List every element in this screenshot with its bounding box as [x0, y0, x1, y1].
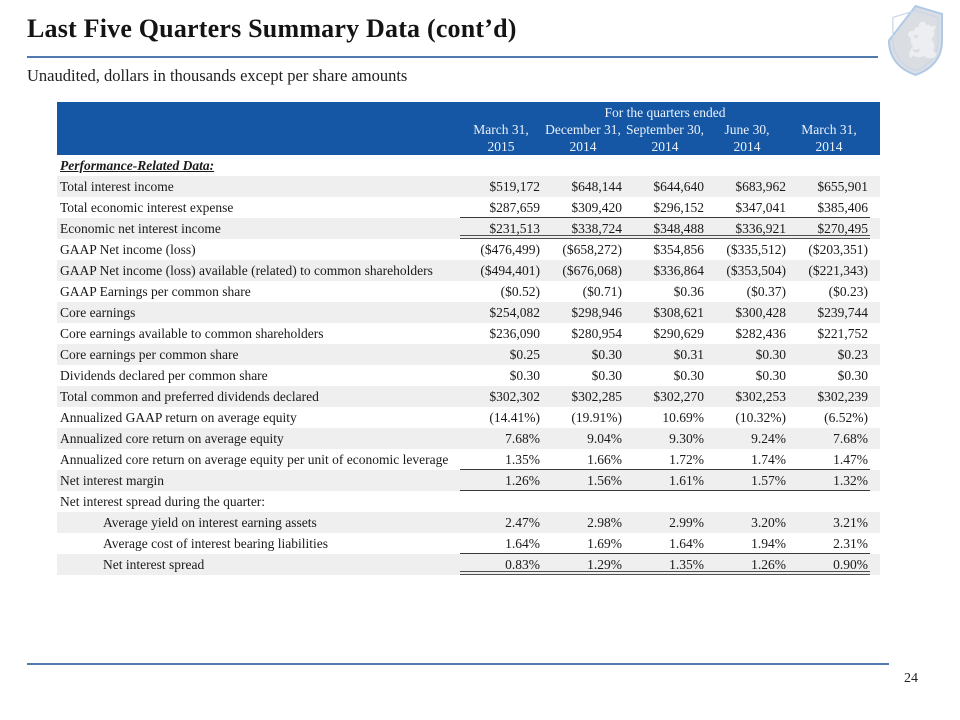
row-value: $0.30 — [509, 368, 540, 383]
row-value: ($676,068) — [562, 263, 622, 278]
row-label: Total common and preferred dividends declared — [60, 389, 319, 404]
row-value — [706, 155, 788, 176]
row-spacer — [870, 218, 880, 239]
table-body — [57, 155, 880, 575]
row-label: Total interest income — [60, 179, 174, 194]
row-value: 1.35% — [460, 449, 542, 470]
table-row — [57, 344, 880, 365]
row-spacer — [870, 197, 880, 218]
column-month: March 31, — [473, 122, 529, 137]
row-value — [460, 155, 542, 176]
row-value — [460, 491, 542, 512]
row-spacer — [870, 407, 880, 428]
title-divider — [27, 56, 878, 58]
row-value: $655,901 — [817, 179, 868, 194]
row-spacer — [870, 323, 880, 344]
row-value: ($0.37) — [746, 284, 786, 299]
row-value: 9.24% — [751, 431, 786, 446]
row-value: (14.41%) — [489, 410, 540, 425]
quarters-heading: For the quarters ended — [604, 105, 726, 120]
table-row — [57, 197, 880, 218]
row-value: $308,621 — [653, 305, 704, 320]
column-month: December 31, — [545, 122, 621, 137]
page-title: Last Five Quarters Summary Data (cont’d) — [27, 14, 517, 43]
row-value: 1.64% — [460, 533, 542, 554]
row-value: $270,495 — [788, 218, 870, 239]
row-value: $302,270 — [653, 389, 704, 404]
row-spacer — [870, 470, 880, 491]
row-value: $519,172 — [489, 179, 540, 194]
row-value: $300,428 — [735, 305, 786, 320]
row-value: $287,659 — [460, 197, 542, 218]
table-row — [57, 239, 880, 260]
row-value: ($353,504) — [726, 263, 786, 278]
row-value: $0.31 — [673, 347, 704, 362]
column-months-row — [57, 121, 880, 138]
table-row — [57, 218, 880, 239]
row-value: $0.30 — [837, 368, 868, 383]
row-value: 1.64% — [624, 533, 706, 554]
column-month: June 30, — [724, 122, 770, 137]
row-label: Performance-Related Data: — [60, 158, 215, 173]
table-row — [57, 470, 880, 491]
row-value: $336,921 — [706, 218, 788, 239]
row-value: $385,406 — [788, 197, 870, 218]
row-value: ($658,272) — [562, 242, 622, 257]
column-month: September 30, — [626, 122, 704, 137]
row-label: Core earnings per common share — [60, 347, 239, 362]
row-spacer — [870, 155, 880, 176]
row-value: $336,864 — [653, 263, 704, 278]
column-years-row — [57, 138, 880, 155]
row-spacer — [870, 428, 880, 449]
row-value: $683,962 — [735, 179, 786, 194]
row-value: 2.99% — [669, 515, 704, 530]
row-value: $298,946 — [571, 305, 622, 320]
row-spacer — [870, 302, 880, 323]
row-value — [624, 155, 706, 176]
summary-table — [57, 102, 880, 575]
page-number: 24 — [904, 671, 918, 686]
row-value: $280,954 — [571, 326, 622, 341]
table-row — [57, 491, 880, 512]
row-spacer — [870, 512, 880, 533]
row-value: ($0.71) — [582, 284, 622, 299]
column-year: 2014 — [569, 139, 597, 154]
row-value: $239,744 — [817, 305, 868, 320]
row-value: ($221,343) — [808, 263, 868, 278]
row-value: 1.56% — [542, 470, 624, 491]
row-value: 1.69% — [542, 533, 624, 554]
row-value: (10.32%) — [735, 410, 786, 425]
row-value: 1.94% — [706, 533, 788, 554]
table-row — [57, 281, 880, 302]
row-label: Net interest spread — [103, 557, 205, 572]
row-value: 3.21% — [833, 515, 868, 530]
row-value: (6.52%) — [824, 410, 868, 425]
table-row — [57, 554, 880, 575]
row-value: $221,752 — [817, 326, 868, 341]
row-label: GAAP Earnings per common share — [60, 284, 251, 299]
row-value: $347,041 — [706, 197, 788, 218]
row-value: (19.91%) — [571, 410, 622, 425]
row-label: Average yield on interest earning assets — [103, 515, 317, 530]
table-row — [57, 365, 880, 386]
row-value: $0.30 — [673, 368, 704, 383]
row-label: Annualized core return on average equity — [60, 431, 284, 446]
table-row — [57, 155, 880, 176]
row-value: 1.66% — [542, 449, 624, 470]
row-value: ($335,512) — [726, 242, 786, 257]
row-label: Annualized core return on average equity per unit of economic leverage — [60, 452, 449, 467]
row-spacer — [870, 239, 880, 260]
row-value: 1.72% — [624, 449, 706, 470]
row-value: 7.68% — [833, 431, 868, 446]
row-value: 2.31% — [788, 533, 870, 554]
row-label: Annualized GAAP return on average equity — [60, 410, 297, 425]
row-spacer — [870, 176, 880, 197]
table-header — [57, 102, 880, 155]
quarters-heading-row — [57, 104, 880, 121]
row-value: 1.74% — [706, 449, 788, 470]
shield-lion-logo — [886, 5, 945, 76]
row-spacer — [870, 554, 880, 575]
row-spacer — [870, 491, 880, 512]
row-value: 1.26% — [706, 554, 788, 575]
row-value: $302,239 — [817, 389, 868, 404]
row-label: Core earnings available to common shareholders — [60, 326, 324, 341]
row-value: $282,436 — [735, 326, 786, 341]
row-value — [542, 155, 624, 176]
row-spacer — [870, 365, 880, 386]
row-value: $0.30 — [591, 368, 622, 383]
row-value: $0.30 — [591, 347, 622, 362]
table-row — [57, 449, 880, 470]
row-value: 0.83% — [460, 554, 542, 575]
row-value: $254,082 — [489, 305, 540, 320]
row-label: Economic net interest income — [60, 221, 221, 236]
row-value: $231,513 — [460, 218, 542, 239]
row-value — [788, 491, 870, 512]
row-value: $354,856 — [653, 242, 704, 257]
table-row — [57, 407, 880, 428]
row-value: $338,724 — [542, 218, 624, 239]
row-spacer — [870, 386, 880, 407]
row-spacer — [870, 260, 880, 281]
column-month: March 31, — [801, 122, 857, 137]
column-year: 2015 — [487, 139, 515, 154]
subtitle: Unaudited, dollars in thousands except per share amounts — [27, 66, 408, 85]
row-value: ($494,401) — [480, 263, 540, 278]
row-value: $302,302 — [489, 389, 540, 404]
column-year: 2014 — [651, 139, 679, 154]
row-value: ($0.23) — [828, 284, 868, 299]
row-value: $0.30 — [755, 347, 786, 362]
row-value: 2.47% — [505, 515, 540, 530]
column-year: 2014 — [815, 139, 843, 154]
row-value: 10.69% — [662, 410, 704, 425]
row-value — [706, 491, 788, 512]
table-row — [57, 302, 880, 323]
row-value: 1.32% — [788, 470, 870, 491]
row-value: ($0.52) — [500, 284, 540, 299]
row-value: 1.61% — [624, 470, 706, 491]
row-value: 9.04% — [587, 431, 622, 446]
row-label: Dividends declared per common share — [60, 368, 268, 383]
row-label: Average cost of interest bearing liabilities — [103, 536, 329, 551]
row-value: 2.98% — [587, 515, 622, 530]
row-value: 0.90% — [788, 554, 870, 575]
row-value: $290,629 — [653, 326, 704, 341]
table-row — [57, 323, 880, 344]
row-value: $348,488 — [624, 218, 706, 239]
row-value — [542, 491, 624, 512]
column-year: 2014 — [733, 139, 761, 154]
footer-divider — [27, 663, 889, 665]
row-value: 1.29% — [542, 554, 624, 575]
row-label: Net interest spread during the quarter: — [60, 494, 266, 509]
row-label: Net interest margin — [60, 473, 164, 488]
table-row — [57, 533, 880, 554]
row-value: $0.23 — [837, 347, 868, 362]
row-value: ($203,351) — [808, 242, 868, 257]
row-value: $0.36 — [673, 284, 704, 299]
table-row — [57, 512, 880, 533]
row-value: $0.25 — [509, 347, 540, 362]
row-value: 1.57% — [706, 470, 788, 491]
row-spacer — [870, 344, 880, 365]
row-value: $0.30 — [755, 368, 786, 383]
table-row — [57, 386, 880, 407]
row-value: 1.47% — [788, 449, 870, 470]
row-value: 7.68% — [505, 431, 540, 446]
row-value: 1.35% — [624, 554, 706, 575]
row-value: 9.30% — [669, 431, 704, 446]
row-value — [788, 155, 870, 176]
row-value: $648,144 — [571, 179, 622, 194]
row-value — [624, 491, 706, 512]
row-value: 1.26% — [460, 470, 542, 491]
row-value: $302,285 — [571, 389, 622, 404]
table-row — [57, 176, 880, 197]
row-label: GAAP Net income (loss) available (related) to common shareholders — [60, 263, 433, 278]
row-label: Total economic interest expense — [60, 200, 234, 215]
table-row — [57, 428, 880, 449]
row-label: GAAP Net income (loss) — [60, 242, 196, 257]
row-spacer — [870, 281, 880, 302]
row-value: $236,090 — [489, 326, 540, 341]
row-value: $296,152 — [624, 197, 706, 218]
row-value: $302,253 — [735, 389, 786, 404]
row-value: 3.20% — [751, 515, 786, 530]
row-spacer — [870, 533, 880, 554]
table-row — [57, 260, 880, 281]
row-value: $309,420 — [542, 197, 624, 218]
row-spacer — [870, 449, 880, 470]
row-value: $644,640 — [653, 179, 704, 194]
row-label: Core earnings — [60, 305, 136, 320]
row-value: ($476,499) — [480, 242, 540, 257]
